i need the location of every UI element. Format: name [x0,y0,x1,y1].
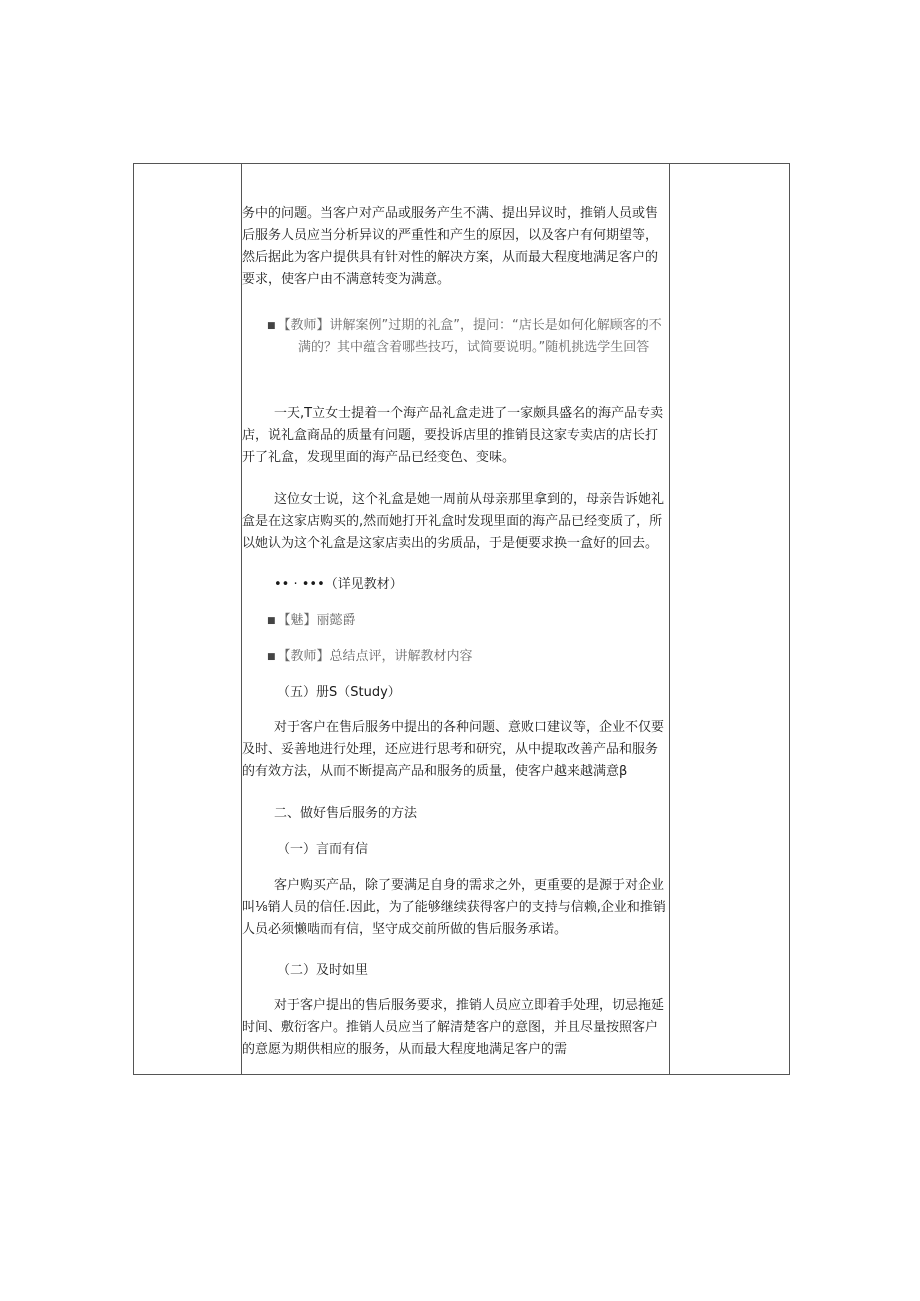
heading-keep-promise: （一）言而有信 [277,842,369,857]
teacher-activity-case-text: 【教师】讲解案例”过期的礼盒”，提问：“店长是如何化解顾客的不满的？其中蕴含着哪些技巧，试简要说明。”随机挑选学生回答 [277,318,662,355]
bullet-icon: ■ [267,321,276,331]
case-paragraph-1: 一天,T立女士提着一个海产品礼盒走进了一家颇具盛名的海产品专卖店，说礼盒商品的质量有问题，要投诉店里的推销艮这家专卖店的店长打开了礼盒，发现里面的海产品已经变色、变味。 [242,406,664,465]
student-activity-text: 【魅】丽懿爵 [277,613,356,628]
paragraph-after-sales-issues: 务中的问题。当客户对产品或服务产生不满、提出异议时，推销人员或售后服务人员应当分析异议的严重性和产生的原因，以及客户有何期望等，然后据此为客户提供具有针对性的解决方案，从而最大程度地满足客户的要求，使客户由不满意转变为满意。 [242,206,659,287]
heading-methods: 二、做好售后服务的方法 [274,806,418,821]
paragraph-timely: 对于客户提出的售后服务要求，推销人员应立即着手处理，切忌拖延时间、敷衍客户。推销人员应当了解清楚客户的意图，并且尽量按照客户的意愿为期供相应的服务，从而最大程度地满足客户的需 [242,998,665,1057]
bullet-icon: ■ [267,616,276,626]
bullet-icon: ■ [267,652,276,662]
student-activity [242,610,670,632]
heading-study: （五）册S（Study） [277,685,401,700]
heading-timely: （二）及时如里 [277,963,369,978]
table-left-column [134,164,242,1074]
table-right-column [669,164,789,1074]
paragraph-keep-promise: 客户购买产品，除了要满足自身的需求之外，更重要的是源于对企业叫⅛销人员的信任.因此，为了能够继续获得客户的支持与信赖,企业和推销人员必须懒啮而有信，坚守成交前所做的售后服务承诺。 [242,878,666,937]
case-paragraph-2: 这位女士说，这个礼盒是她一周前从母亲那里拿到的，母亲告诉她礼盒是在这家店购买的,然而她打开礼盒时发现里面的海产品已经变质了，所以她认为这个礼盒是这家店卖出的劣质品，于是便要求换一盒好的回去。 [242,492,665,551]
paragraph-study: 对于客户在售后服务中提出的各种问题、意败口建议等，企业不仅要及时、妥善地进行处理，还应进行思考和研究，从中提取改善产品和服务的有效方法，从而不断提高产品和服务的质量，使客户越来越满意β [242,720,665,779]
teacher-summary [242,646,670,668]
teacher-activity-case [242,315,670,359]
teacher-summary-text: 【教师】总结点评，讲解教材内容 [277,649,473,664]
table-content-column [242,163,670,1075]
ellipsis-see-textbook: •• · •••（详见教材） [274,577,403,592]
